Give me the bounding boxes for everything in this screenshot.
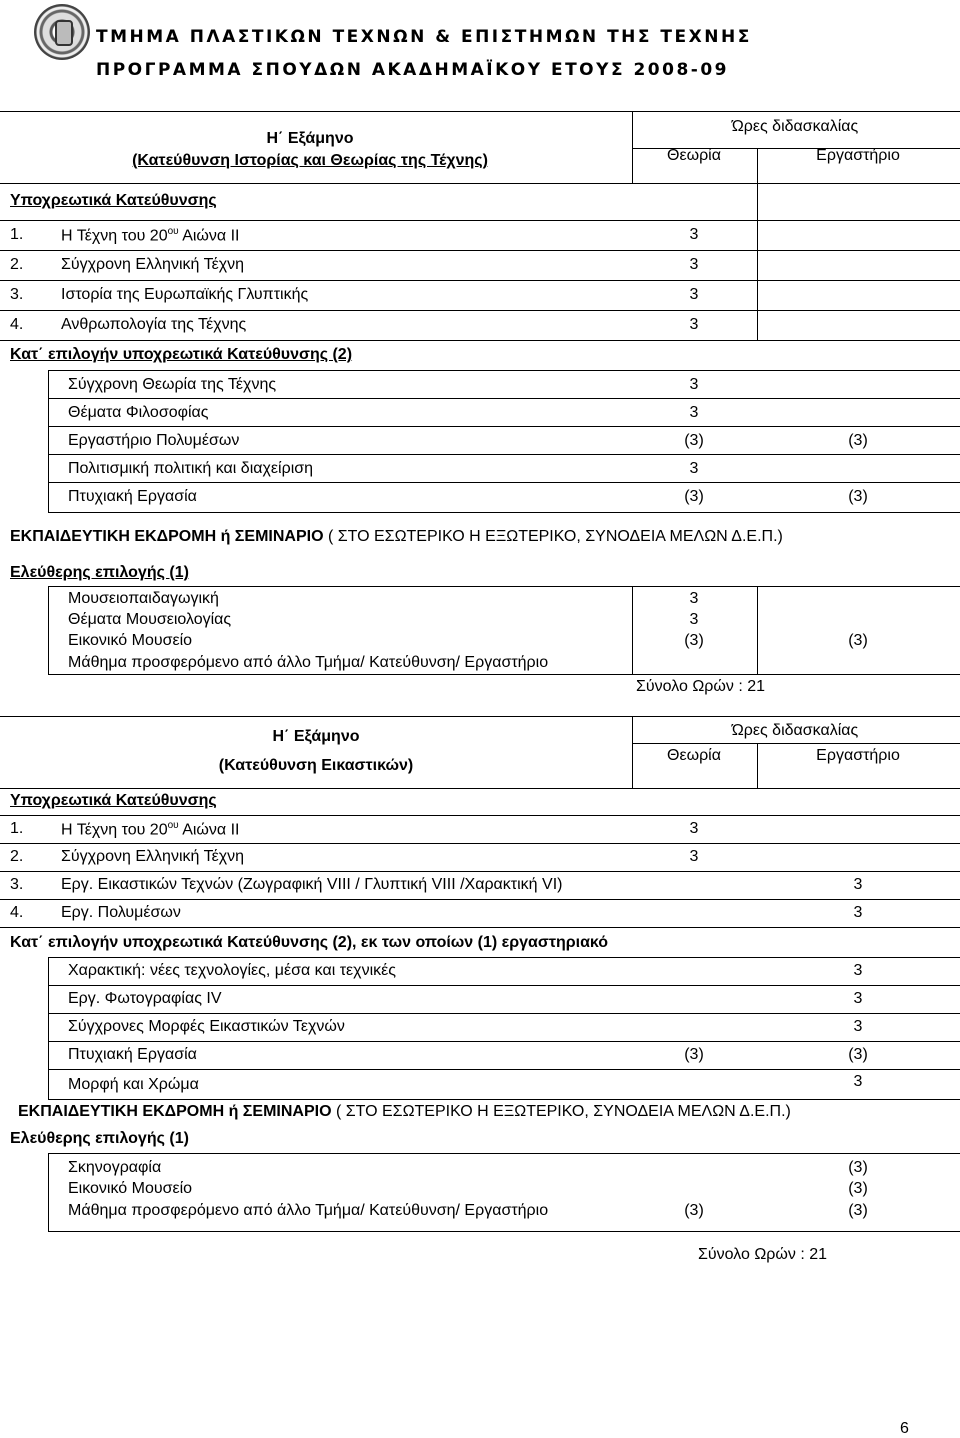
section2-subtitle: (Κατεύθυνση Εικαστικών) [218, 757, 414, 774]
lab-hours: 3 [853, 1018, 863, 1035]
section2-elective-heading: Κατ΄ επιλογήν υποχρεωτικά Κατεύθυνσης (2), εκ των οποίων (1) εργαστηριακό [10, 934, 609, 951]
course-name: Χαρακτική: νέες τεχνολογίες, μέσα και τεχνικές [68, 962, 396, 979]
field-trip-details: ( ΣΤΟ ΕΣΩΤΕΡΙΚΟ Η ΕΞΩΤΕΡΙΚΟ, ΣΥΝΟΔΕΙΑ ΜΕΛΩΝ Δ.Ε.Π.) [323, 528, 783, 545]
lab-hours: (3) [848, 432, 868, 449]
course-name: Εργ. Φωτογραφίας IV [68, 990, 222, 1007]
section2-free-row-2: Εικονικό Μουσείο [68, 1180, 193, 1197]
theory-hours: (3) [684, 1046, 704, 1063]
course-name: Εργαστήριο Πολυμέσων [68, 432, 240, 449]
course-name: Σύγχρονη Θεωρία της Τέχνης [68, 376, 277, 393]
lab-hours: (3) [848, 488, 868, 505]
section2-theory-header: Θεωρία [667, 747, 721, 764]
course-name: Η Τέχνη του 20 [61, 821, 168, 839]
superscript: ου [167, 226, 179, 237]
section1-free-row-1-theory: 3 [689, 590, 699, 607]
theory-hours: 3 [689, 376, 699, 393]
superscript: ου [167, 820, 179, 831]
section1-free-row-3-theory: (3) [684, 632, 704, 649]
course-name: Η Τέχνη του 20 [61, 227, 168, 245]
section2-free-row-3-lab: (3) [848, 1202, 868, 1219]
lab-hours: 3 [853, 1073, 863, 1090]
course-name-suffix: Αιώνα ΙΙ [178, 227, 240, 245]
lab-hours: 3 [853, 904, 863, 921]
department-title: ΤΜΗΜΑ ΠΛΑΣΤΙΚΩΝ ΤΕΧΝΩΝ & ΕΠΙΣΤΗΜΩΝ ΤΗΣ ΤΕΧΝΗΣ [96, 27, 752, 47]
theory-hours: (3) [684, 432, 704, 449]
course-name: Σύγχρονη Ελληνική Τέχνη [61, 848, 245, 865]
theory-hours: (3) [684, 488, 704, 505]
section1-free-row-3: Εικονικό Μουσείο [68, 632, 193, 649]
section2-total-hours: Σύνολο Ωρών : 21 [698, 1246, 828, 1263]
course-name: Ανθρωπολογία της Τέχνης [61, 316, 247, 333]
section1-free-row-2-theory: 3 [689, 611, 699, 628]
theory-hours: 3 [689, 316, 699, 333]
section2-hours-header: Ώρες διδασκαλίας [731, 722, 859, 739]
theory-hours: 3 [689, 226, 699, 243]
section1-theory-header: Θεωρία [667, 147, 721, 164]
section1-subtitle: (Κατεύθυνση Ιστορίας και Θεωρίας της Τέχνης) [132, 152, 488, 169]
lab-hours: 3 [853, 962, 863, 979]
lab-hours: 3 [853, 876, 863, 893]
section1-free-row-4: Μάθημα προσφερόμενο από άλλο Τμήμα/ Κατεύθυνση/ Εργαστήριο [68, 654, 549, 671]
row-number: 1. [10, 820, 24, 837]
section2-free-row-3-theory: (3) [684, 1202, 704, 1219]
university-seal-icon [34, 4, 90, 60]
section2-required-heading: Υποχρεωτικά Κατεύθυνσης [10, 792, 217, 809]
section1-field-trip [10, 528, 783, 546]
field-trip-details: ( ΣΤΟ ΕΣΩΤΕΡΙΚΟ Η ΕΞΩΤΕΡΙΚΟ, ΣΥΝΟΔΕΙΑ ΜΕΛΩΝ Δ.Ε.Π.) [331, 1103, 791, 1120]
section1-lab-header: Εργαστήριο [816, 147, 900, 164]
section2-title: Η΄ Εξάμηνο [272, 728, 360, 745]
row-number: 3. [10, 286, 24, 303]
course-name: Πτυχιακή Εργασία [68, 488, 197, 505]
field-trip-title: ΕΚΠΑΙΔΕΥΤΙΚΗ ΕΚΔΡΟΜΗ ή ΣΕΜΙΝΑΡΙΟ [18, 1103, 332, 1120]
section2-free-row-1-lab: (3) [848, 1159, 868, 1176]
course-name: Εργ. Πολυμέσων [61, 904, 181, 921]
section1-free-row-3-lab: (3) [848, 632, 868, 649]
section2-field-trip [18, 1103, 791, 1121]
section1-hours-header: Ώρες διδασκαλίας [731, 118, 859, 135]
section1-free-row-2: Θέματα Μουσειολογίας [68, 611, 232, 628]
lab-hours: (3) [848, 1046, 868, 1063]
row-number: 1. [10, 226, 24, 243]
section1-required-heading: Υποχρεωτικά Κατεύθυνσης [10, 192, 217, 209]
theory-hours: 3 [689, 820, 699, 837]
row-number: 2. [10, 848, 24, 865]
lab-hours: 3 [853, 990, 863, 1007]
row-number: 3. [10, 876, 24, 893]
theory-hours: 3 [689, 460, 699, 477]
section2-free-row-3: Μάθημα προσφερόμενο από άλλο Τμήμα/ Κατεύθυνση/ Εργαστήριο [68, 1202, 549, 1219]
page-number: 6 [900, 1420, 909, 1437]
row-number: 2. [10, 256, 24, 273]
theory-hours: 3 [689, 286, 699, 303]
section2-lab-header: Εργαστήριο [816, 747, 900, 764]
section2-free-row-2-lab: (3) [848, 1180, 868, 1197]
course-name: Θέματα Φιλοσοφίας [68, 404, 209, 421]
field-trip-title: ΕΚΠΑΙΔΕΥΤΙΚΗ ΕΚΔΡΟΜΗ ή ΣΕΜΙΝΑΡΙΟ [10, 528, 324, 545]
theory-hours: 3 [689, 848, 699, 865]
course-name: Μορφή και Χρώμα [68, 1076, 199, 1093]
section1-elective-heading: Κατ΄ επιλογήν υποχρεωτικά Κατεύθυνσης (2) [10, 346, 353, 363]
course-name: Εργ. Εικαστικών Τεχνών (Ζωγραφική VIII / Γλυπτική VIII /Χαρακτική VI) [61, 876, 563, 893]
program-title: ΠΡΟΓΡΑΜΜΑ ΣΠΟΥΔΩΝ ΑΚΑΔΗΜΑΪΚΟΥ ΕΤΟΥΣ 2008-09 [96, 60, 730, 80]
theory-hours: 3 [689, 404, 699, 421]
theory-hours: 3 [689, 256, 699, 273]
course-name-suffix: Αιώνα ΙΙ [178, 821, 240, 839]
section2-free-row-1: Σκηνογραφία [68, 1159, 162, 1176]
section1-free-heading: Ελεύθερης επιλογής (1) [10, 564, 189, 581]
course-name: Ιστορία της Ευρωπαϊκής Γλυπτικής [61, 286, 309, 303]
row-number: 4. [10, 316, 24, 333]
course-name: Σύγχρονες Μορφές Εικαστικών Τεχνών [68, 1018, 345, 1035]
section1-title: Η΄ Εξάμηνο [266, 130, 354, 147]
course-name: Πτυχιακή Εργασία [68, 1046, 197, 1063]
course-name: Σύγχρονη Ελληνική Τέχνη [61, 256, 245, 273]
section2-free-heading: Ελεύθερης επιλογής (1) [10, 1130, 189, 1147]
course-name: Πολιτισμική πολιτική και διαχείριση [68, 460, 314, 477]
row-number: 4. [10, 904, 24, 921]
section1-free-row-1: Μουσειοπαιδαγωγική [68, 590, 219, 607]
section1-total-hours: Σύνολο Ωρών : 21 [636, 678, 766, 695]
